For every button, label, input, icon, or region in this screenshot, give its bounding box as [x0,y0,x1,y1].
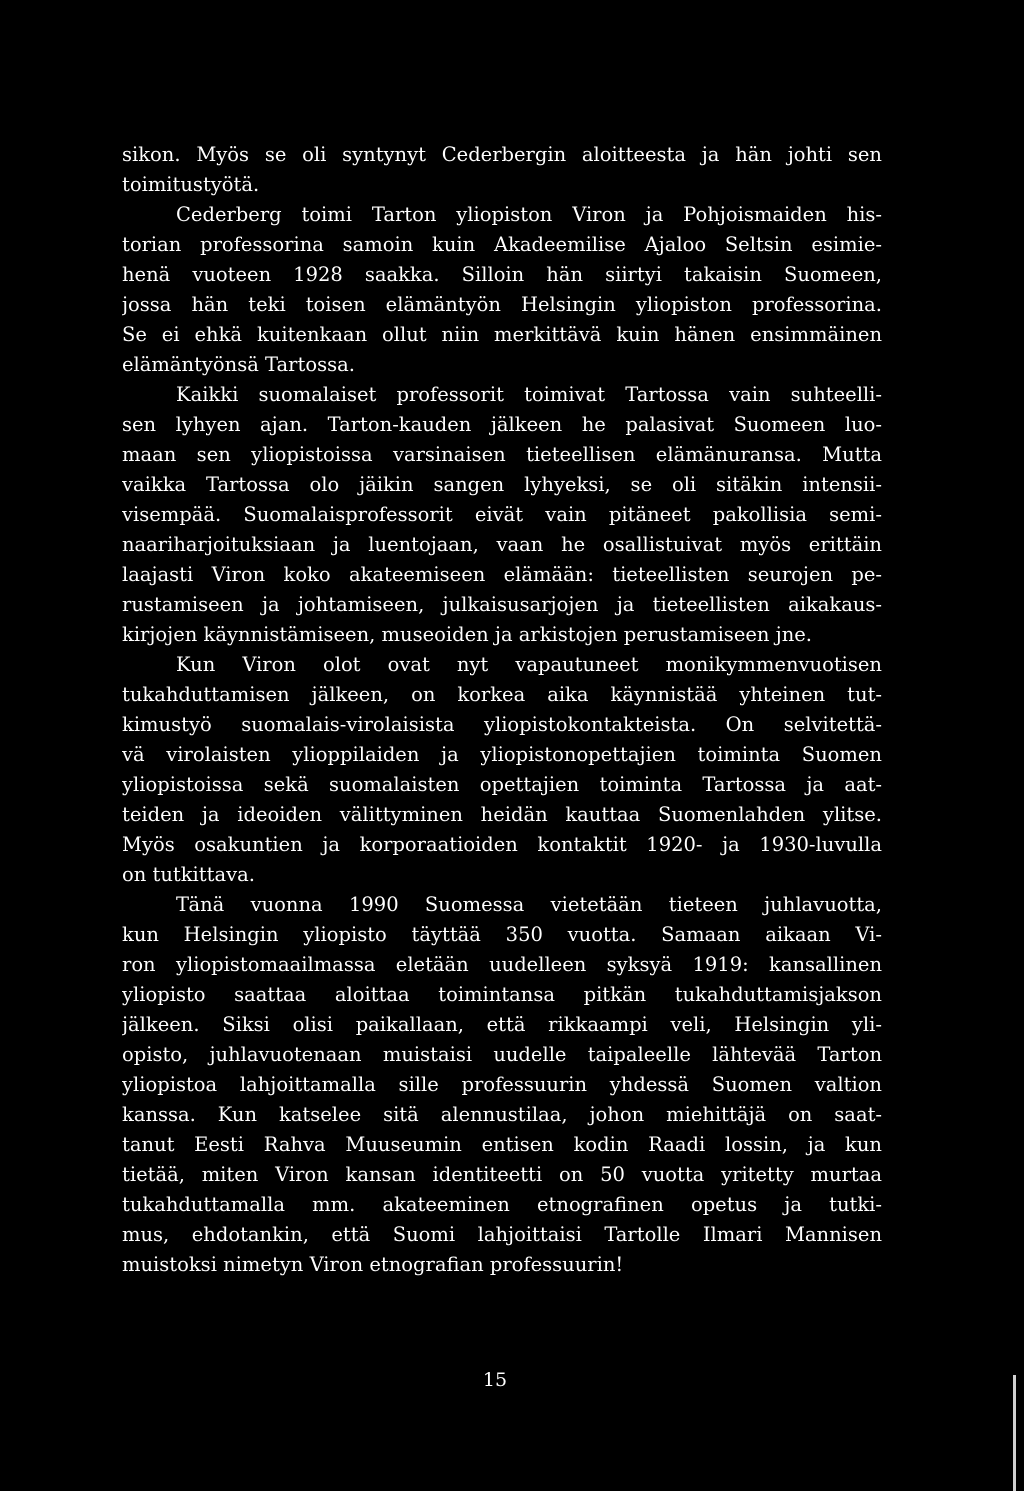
paragraph-start-line: Tänä vuonna 1990 Suomessa vietetään tieteen juhlavuotta, [176,893,882,916]
text-line: on tutkittava. [122,863,255,886]
text-line: henä vuoteen 1928 saakka. Silloin hän siirtyi takaisin Suomeen, [122,263,882,286]
text-line: naariharjoituksiaan ja luentojaan, vaan he osallistuivat myös erittäin [122,533,882,556]
text-line: jälkeen. Siksi olisi paikallaan, että rikkaampi veli, Helsingin yli- [122,1013,882,1036]
text-line: sen lyhyen ajan. Tarton-kauden jälkeen he palasivat Suomeen luo- [122,413,882,436]
text-line: kun Helsingin yliopisto täyttää 350 vuotta. Samaan aikaan Vi- [122,923,882,946]
text-line: maan sen yliopistoissa varsinaisen tieteellisen elämänuransa. Mutta [122,443,882,466]
paragraph-start-line: Cederberg toimi Tarton yliopiston Viron ja Pohjoismaiden his- [176,203,882,226]
text-line: yliopisto saattaa aloittaa toimintansa pitkän tukahduttamisjakson [122,983,882,1006]
text-line: Se ei ehkä kuitenkaan ollut niin merkittävä kuin hänen ensimmäinen [122,323,882,346]
text-line: torian professorina samoin kuin Akadeemilise Ajaloo Seltsin esimie- [122,233,882,256]
text-line: tietää, miten Viron kansan identiteetti on 50 vuotta yritetty murtaa [122,1163,882,1186]
text-line: vä virolaisten ylioppilaiden ja yliopistonopettajien toiminta Suomen [122,743,882,766]
text-line: ron yliopistomaailmassa eletään uudelleen syksyä 1919: kansallinen [122,953,882,976]
text-line: yliopistoissa sekä suomalaisten opettajien toiminta Tartossa ja aat- [122,773,882,796]
scan-edge-line [1013,1375,1016,1491]
text-line: elämäntyönsä Tartossa. [122,353,355,376]
text-line: kanssa. Kun katselee sitä alennustilaa, johon miehittäjä on saat- [122,1103,882,1126]
text-line: yliopistoa lahjoittamalla sille professuurin yhdessä Suomen valtion [122,1073,882,1096]
text-line: Myös osakuntien ja korporaatioiden kontaktit 1920- ja 1930-luvulla [122,833,882,856]
paragraph-start-line: Kaikki suomalaiset professorit toimivat Tartossa vain suhteelli- [176,383,882,406]
text-line: vaikka Tartossa olo jäikin sangen lyhyeksi, se oli sitäkin intensii- [122,473,882,496]
text-line: muistoksi nimetyn Viron etnografian professuurin! [122,1253,624,1276]
text-line: rustamiseen ja johtamiseen, julkaisusarjojen ja tieteellisten aikakaus- [122,593,882,616]
text-line: teiden ja ideoiden välittyminen heidän kauttaa Suomenlahden ylitse. [122,803,882,826]
text-line: kirjojen käynnistämiseen, museoiden ja arkistojen perustamiseen jne. [122,623,812,646]
text-line: kimustyö suomalais-virolaisista yliopistokontakteista. On selvitettä- [122,713,882,736]
text-line: sikon. Myös se oli syntynyt Cederbergin aloitteesta ja hän johti sen [122,143,882,166]
text-line: opisto, juhlavuotenaan muistaisi uudelle taipaleelle lähtevää Tarton [122,1043,882,1066]
page-number: 15 [482,1369,508,1391]
paragraph-start-line: Kun Viron olot ovat nyt vapautuneet monikymmenvuotisen [176,653,882,676]
text-line: laajasti Viron koko akateemiseen elämään: tieteellisten seurojen pe- [122,563,882,586]
text-line: toimitustyötä. [122,173,260,196]
text-line: jossa hän teki toisen elämäntyön Helsingin yliopiston professorina. [122,293,882,316]
text-line: tanut Eesti Rahva Muuseumin entisen kodin Raadi lossin, ja kun [122,1133,882,1156]
text-line: visempää. Suomalaisprofessorit eivät vain pitäneet pakollisia semi- [122,503,882,526]
text-line: mus, ehdotankin, että Suomi lahjoittaisi Tartolle Ilmari Mannisen [122,1223,882,1246]
text-line: tukahduttamalla mm. akateeminen etnografinen opetus ja tutki- [122,1193,882,1216]
text-line: tukahduttamisen jälkeen, on korkea aika käynnistää yhteinen tut- [122,683,882,706]
